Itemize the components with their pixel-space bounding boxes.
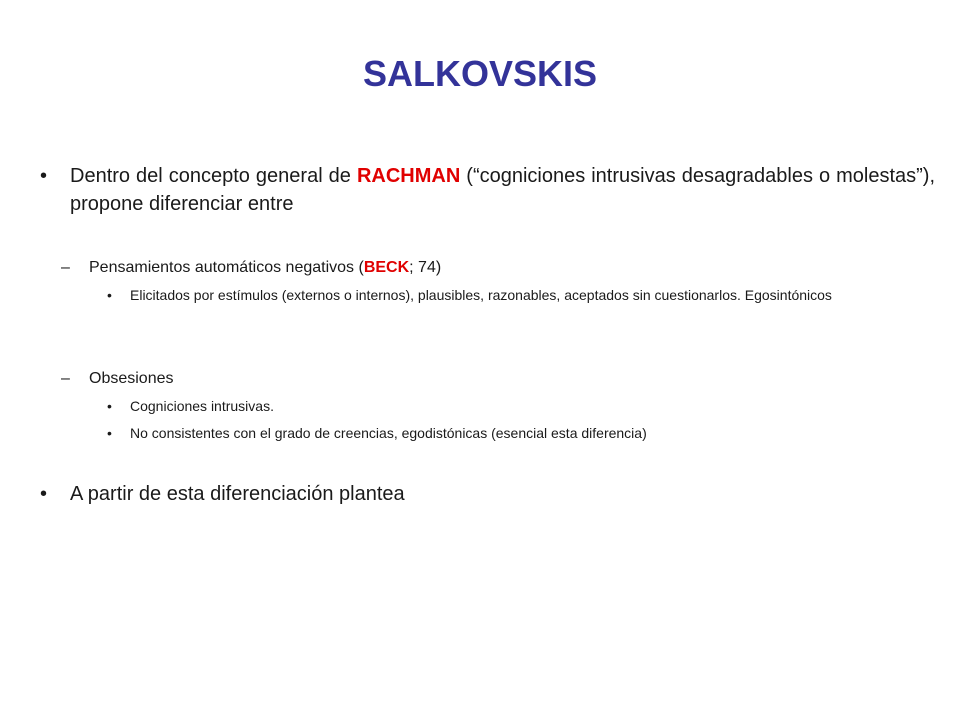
bullet-marker: • <box>40 165 48 187</box>
bullet-text: A partir de esta diferenciación plantea <box>70 483 405 505</box>
bullet-text <box>70 162 935 218</box>
bullet-marker: • <box>107 398 112 414</box>
bullet-rachman <box>35 162 935 218</box>
detail-text: Elicitados por estímulos (externos o internos), plausibles, razonables, aceptados sin cuestionarlos. Egosintónicos <box>130 287 832 303</box>
bullet-a-partir <box>35 480 935 508</box>
bullet-marker: • <box>107 287 112 303</box>
subitem-text: Obsesiones <box>89 370 174 387</box>
detail-no-consistentes <box>105 424 945 443</box>
dash-marker: – <box>61 370 70 387</box>
detail-text: Cogniciones intrusivas. <box>130 398 274 414</box>
bullet-text-post: (“cogniciones intrusivas desagradables o molestas”), propone diferenciar entre <box>70 165 935 215</box>
highlight-beck: BECK <box>363 259 410 276</box>
bullet-marker: • <box>40 483 48 505</box>
subitem-pensamientos <box>58 257 918 279</box>
subitem-obsesiones <box>58 368 918 390</box>
detail-cogniciones <box>105 397 945 416</box>
bullet-marker: • <box>107 425 112 441</box>
detail-text: No consistentes con el grado de creencias, egodistónicas (esencial esta diferencia) <box>130 425 647 441</box>
detail-elicitados <box>105 286 945 305</box>
subitem-text <box>89 257 918 279</box>
subitem-text-post: ; 74) <box>409 259 442 276</box>
slide-title: SALKOVSKIS <box>362 53 598 94</box>
highlight-rachman: RACHMAN <box>356 165 461 187</box>
subitem-text-pre: Pensamientos automáticos negativos ( <box>89 259 364 276</box>
bullet-text-pre: Dentro del concepto general de <box>70 165 357 187</box>
dash-marker: – <box>61 259 70 276</box>
